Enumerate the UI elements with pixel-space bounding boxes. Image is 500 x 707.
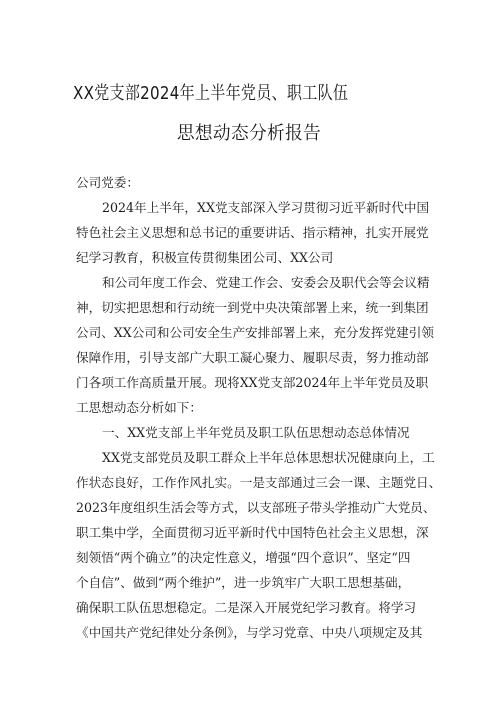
section-heading-1: 一、XX党支部上半年党员及职工队伍思想动态总体情况 bbox=[102, 425, 410, 440]
body-line-1: 2024年上半年，XX党支部深入学习贯彻习近平新时代中国 bbox=[102, 200, 430, 215]
body-line-3: 纪学习教育，积极宣传贯彻集团公司、XX公司 bbox=[76, 250, 334, 265]
body-line-7: 保障作用，引导支部广大职工凝心聚力、履职尽责，努力推动部 bbox=[76, 350, 429, 365]
report-title-line-2: 思想动态分析报告 bbox=[176, 123, 321, 144]
report-title-line-1: XX党支部2024年上半年党员、职工队伍 bbox=[73, 83, 349, 104]
body-line-2: 特色社会主义思想和总书记的重要讲话、指示精神，扎实开展党 bbox=[76, 225, 429, 240]
body-line-4: 和公司年度工作会、党建工作会、安委会及职代会等会议精 bbox=[102, 275, 430, 290]
body-line-16: 个自信”、做到“两个维护”，进一步筑牢广大职工思想基础， bbox=[76, 575, 411, 590]
body-line-13: 2023年度组织生活会等方式，以支部班子带头学推动广大党员、 bbox=[76, 500, 436, 515]
body-line-15: 刻领悟“两个确立”的决定性意义，增强“四个意识”、坚定“四 bbox=[76, 550, 411, 565]
body-line-17: 确保职工队伍思想稳定。二是深入开展党纪学习教育。将学习 bbox=[76, 600, 417, 615]
salutation: 公司党委： bbox=[76, 175, 139, 190]
body-line-18: 《中国共产党纪律处分条例》，与学习党章、中央八项规定及其 bbox=[76, 625, 423, 640]
body-line-5: 神，切实把思想和行动统一到党中央决策部署上来，统一到集团 bbox=[76, 300, 429, 315]
body-line-8: 门各项工作高质量开展。现将XX党支部2024年上半年党员及职 bbox=[76, 375, 429, 390]
body-line-14: 职工集中学，全面贯彻习近平新时代中国特色社会主义思想，深 bbox=[76, 525, 429, 540]
body-line-9: 工思想动态分析如下： bbox=[76, 400, 202, 415]
body-line-11: XX党支部党员及职工群众上半年总体思想状况健康向上，工 bbox=[102, 450, 435, 465]
body-line-12: 作状态良好，工作作风扎实。一是支部通过三会一课、主题党日、 bbox=[76, 475, 442, 490]
body-line-6: 公司、XX公司和公司安全生产安排部署上来，充分发挥党建引领 bbox=[76, 325, 434, 340]
